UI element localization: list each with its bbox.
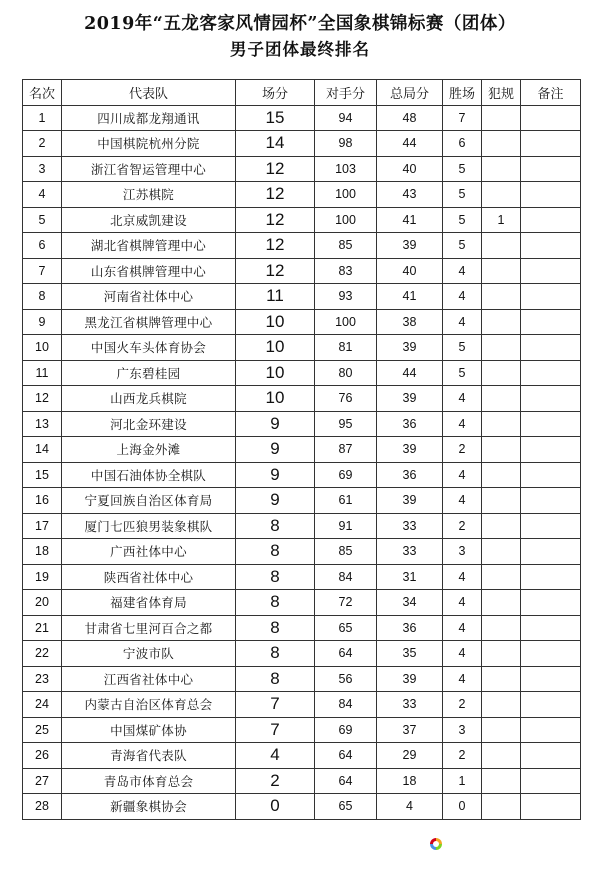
game-points-cell: 36 [377,615,443,641]
match-points-cell: 12 [236,156,315,182]
rank-cell: 26 [23,743,62,769]
match-points-cell: 9 [236,462,315,488]
team-cell: 黑龙江省棋牌管理中心 [62,309,236,335]
rank-cell: 3 [23,156,62,182]
table-row [23,743,581,769]
game-points-cell: 44 [377,360,443,386]
match-points-cell: 15 [236,105,315,131]
table-row [23,717,581,743]
opponent-points-cell: 64 [315,743,377,769]
wins-cell: 2 [443,437,482,463]
team-cell: 中国棋院杭州分院 [62,131,236,157]
rank-cell: 10 [23,335,62,361]
game-points-cell: 43 [377,182,443,208]
opponent-points-cell: 84 [315,564,377,590]
wins-cell: 5 [443,207,482,233]
table-row [23,156,581,182]
table-row [23,794,581,820]
wins-cell: 4 [443,641,482,667]
team-cell: 河南省社体中心 [62,284,236,310]
team-cell: 内蒙古自治区体育总会 [62,692,236,718]
fouls-cell [482,182,521,208]
rank-cell: 7 [23,258,62,284]
document-subtitle: 男子团体最终排名 [230,40,370,59]
rank-cell: 17 [23,513,62,539]
fouls-cell: 1 [482,207,521,233]
wins-cell: 5 [443,233,482,259]
rank-cell: 25 [23,717,62,743]
opponent-points-cell: 94 [315,105,377,131]
team-cell: 北京威凯建设 [62,207,236,233]
remarks-cell [521,105,581,131]
rank-cell: 15 [23,462,62,488]
fouls-cell [482,768,521,794]
fouls-cell [482,360,521,386]
wins-cell: 3 [443,539,482,565]
table-row [23,539,581,565]
table-row [23,488,581,514]
match-points-cell: 8 [236,666,315,692]
table-row [23,564,581,590]
game-points-cell: 39 [377,666,443,692]
team-cell: 江苏棋院 [62,182,236,208]
match-points-cell: 0 [236,794,315,820]
team-cell: 中国煤矿体协 [62,717,236,743]
rank-cell: 18 [23,539,62,565]
header-rank: 名次 [23,80,62,106]
table-header-row [23,80,581,106]
game-points-cell: 33 [377,539,443,565]
team-cell: 厦门七匹狼男装象棋队 [62,513,236,539]
wins-cell: 3 [443,717,482,743]
team-cell: 中国石油体协全棋队 [62,462,236,488]
opponent-points-cell: 64 [315,768,377,794]
fouls-cell [482,488,521,514]
watermark-logo-icon [430,838,442,850]
match-points-cell: 8 [236,641,315,667]
team-cell: 江西省社体中心 [62,666,236,692]
table-row [23,615,581,641]
opponent-points-cell: 87 [315,437,377,463]
game-points-cell: 40 [377,156,443,182]
wins-cell: 7 [443,105,482,131]
match-points-cell: 8 [236,539,315,565]
table-row [23,360,581,386]
remarks-cell [521,717,581,743]
opponent-points-cell: 98 [315,131,377,157]
opponent-points-cell: 85 [315,233,377,259]
game-points-cell: 39 [377,386,443,412]
game-points-cell: 31 [377,564,443,590]
remarks-cell [521,258,581,284]
opponent-points-cell: 100 [315,309,377,335]
team-cell: 山东省棋牌管理中心 [62,258,236,284]
match-points-cell: 12 [236,258,315,284]
match-points-cell: 12 [236,182,315,208]
team-cell: 宁波市队 [62,641,236,667]
fouls-cell [482,717,521,743]
game-points-cell: 39 [377,335,443,361]
fouls-cell [482,743,521,769]
game-points-cell: 4 [377,794,443,820]
fouls-cell [482,794,521,820]
remarks-cell [521,233,581,259]
header-opponent-points: 对手分 [315,80,377,106]
table-body [23,105,581,819]
remarks-cell [521,309,581,335]
game-points-cell: 41 [377,207,443,233]
rank-cell: 24 [23,692,62,718]
match-points-cell: 8 [236,513,315,539]
fouls-cell [482,105,521,131]
game-points-cell: 38 [377,309,443,335]
opponent-points-cell: 61 [315,488,377,514]
match-points-cell: 10 [236,360,315,386]
wins-cell: 2 [443,513,482,539]
team-cell: 广东碧桂园 [62,360,236,386]
game-points-cell: 41 [377,284,443,310]
rank-cell: 4 [23,182,62,208]
match-points-cell: 8 [236,564,315,590]
game-points-cell: 18 [377,768,443,794]
header-fouls: 犯规 [482,80,521,106]
opponent-points-cell: 76 [315,386,377,412]
fouls-cell [482,462,521,488]
match-points-cell: 2 [236,768,315,794]
document-title: 2019年“五龙客家风情园杯”全国象棋锦标赛（团体） [84,14,516,34]
table-row [23,411,581,437]
table-row [23,105,581,131]
rank-cell: 23 [23,666,62,692]
remarks-cell [521,437,581,463]
match-points-cell: 8 [236,615,315,641]
wins-cell: 4 [443,386,482,412]
game-points-cell: 33 [377,513,443,539]
remarks-cell [521,462,581,488]
wins-cell: 5 [443,156,482,182]
remarks-cell [521,411,581,437]
match-points-cell: 7 [236,717,315,743]
wins-cell: 4 [443,462,482,488]
team-cell: 福建省体育局 [62,590,236,616]
fouls-cell [482,156,521,182]
opponent-points-cell: 80 [315,360,377,386]
match-points-cell: 7 [236,692,315,718]
fouls-cell [482,539,521,565]
game-points-cell: 34 [377,590,443,616]
rank-cell: 28 [23,794,62,820]
match-points-cell: 9 [236,411,315,437]
remarks-cell [521,590,581,616]
team-cell: 四川成都龙翔通讯 [62,105,236,131]
wins-cell: 5 [443,182,482,208]
fouls-cell [482,258,521,284]
remarks-cell [521,564,581,590]
fouls-cell [482,590,521,616]
opponent-points-cell: 69 [315,462,377,488]
team-cell: 青岛市体育总会 [62,768,236,794]
remarks-cell [521,666,581,692]
match-points-cell: 9 [236,488,315,514]
fouls-cell [482,386,521,412]
game-points-cell: 37 [377,717,443,743]
opponent-points-cell: 69 [315,717,377,743]
rank-cell: 21 [23,615,62,641]
table-row [23,233,581,259]
remarks-cell [521,539,581,565]
opponent-points-cell: 85 [315,539,377,565]
fouls-cell [482,615,521,641]
match-points-cell: 10 [236,309,315,335]
opponent-points-cell: 103 [315,156,377,182]
fouls-cell [482,309,521,335]
table-row [23,335,581,361]
remarks-cell [521,386,581,412]
table-row [23,131,581,157]
header-remarks: 备注 [521,80,581,106]
team-cell: 宁夏回族自治区体育局 [62,488,236,514]
fouls-cell [482,131,521,157]
wins-cell: 4 [443,284,482,310]
table-row [23,309,581,335]
remarks-cell [521,488,581,514]
remarks-cell [521,284,581,310]
match-points-cell: 9 [236,437,315,463]
table-row [23,284,581,310]
table-row [23,462,581,488]
wins-cell: 0 [443,794,482,820]
match-points-cell: 12 [236,207,315,233]
team-cell: 青海省代表队 [62,743,236,769]
rank-cell: 16 [23,488,62,514]
opponent-points-cell: 56 [315,666,377,692]
team-cell: 上海金外滩 [62,437,236,463]
remarks-cell [521,513,581,539]
remarks-cell [521,692,581,718]
fouls-cell [482,564,521,590]
remarks-cell [521,156,581,182]
team-cell: 中国火车头体育协会 [62,335,236,361]
team-cell: 甘肃省七里河百合之都 [62,615,236,641]
wins-cell: 4 [443,564,482,590]
table-row [23,641,581,667]
table-row [23,666,581,692]
fouls-cell [482,411,521,437]
remarks-cell [521,794,581,820]
game-points-cell: 39 [377,437,443,463]
header-wins: 胜场 [443,80,482,106]
opponent-points-cell: 81 [315,335,377,361]
team-cell: 新疆象棋协会 [62,794,236,820]
table-row [23,182,581,208]
opponent-points-cell: 95 [315,411,377,437]
rank-cell: 14 [23,437,62,463]
wins-cell: 4 [443,615,482,641]
rank-cell: 2 [23,131,62,157]
table-row [23,768,581,794]
rank-cell: 11 [23,360,62,386]
game-points-cell: 29 [377,743,443,769]
team-cell: 广西社体中心 [62,539,236,565]
table-row [23,437,581,463]
wins-cell: 2 [443,743,482,769]
game-points-cell: 39 [377,488,443,514]
team-cell: 陕西省社体中心 [62,564,236,590]
wins-cell: 4 [443,258,482,284]
match-points-cell: 4 [236,743,315,769]
wins-cell: 4 [443,309,482,335]
header-match-points: 场分 [236,80,315,106]
table-row [23,207,581,233]
table-row [23,692,581,718]
team-cell: 河北金环建设 [62,411,236,437]
game-points-cell: 33 [377,692,443,718]
fouls-cell [482,233,521,259]
wins-cell: 4 [443,411,482,437]
team-cell: 湖北省棋牌管理中心 [62,233,236,259]
table-row [23,258,581,284]
fouls-cell [482,513,521,539]
opponent-points-cell: 64 [315,641,377,667]
opponent-points-cell: 91 [315,513,377,539]
team-cell: 浙江省智运管理中心 [62,156,236,182]
wins-cell: 2 [443,692,482,718]
match-points-cell: 10 [236,335,315,361]
wins-cell: 4 [443,666,482,692]
opponent-points-cell: 83 [315,258,377,284]
wins-cell: 6 [443,131,482,157]
opponent-points-cell: 100 [315,207,377,233]
wins-cell: 5 [443,360,482,386]
opponent-points-cell: 72 [315,590,377,616]
fouls-cell [482,335,521,361]
match-points-cell: 8 [236,590,315,616]
game-points-cell: 36 [377,462,443,488]
game-points-cell: 36 [377,411,443,437]
rank-cell: 27 [23,768,62,794]
game-points-cell: 35 [377,641,443,667]
rank-cell: 19 [23,564,62,590]
match-points-cell: 11 [236,284,315,310]
rank-cell: 5 [23,207,62,233]
opponent-points-cell: 93 [315,284,377,310]
game-points-cell: 39 [377,233,443,259]
remarks-cell [521,768,581,794]
team-cell: 山西龙兵棋院 [62,386,236,412]
table-row [23,386,581,412]
opponent-points-cell: 100 [315,182,377,208]
remarks-cell [521,182,581,208]
fouls-cell [482,641,521,667]
rank-cell: 9 [23,309,62,335]
remarks-cell [521,743,581,769]
ranking-table [22,79,581,820]
match-points-cell: 14 [236,131,315,157]
match-points-cell: 12 [236,233,315,259]
rank-cell: 1 [23,105,62,131]
opponent-points-cell: 84 [315,692,377,718]
rank-cell: 22 [23,641,62,667]
remarks-cell [521,335,581,361]
rank-cell: 20 [23,590,62,616]
opponent-points-cell: 65 [315,794,377,820]
wins-cell: 4 [443,488,482,514]
remarks-cell [521,615,581,641]
opponent-points-cell: 65 [315,615,377,641]
header-game-points: 总局分 [377,80,443,106]
remarks-cell [521,360,581,386]
rank-cell: 6 [23,233,62,259]
table-row [23,590,581,616]
wins-cell: 5 [443,335,482,361]
header-team: 代表队 [62,80,236,106]
game-points-cell: 40 [377,258,443,284]
wins-cell: 4 [443,590,482,616]
game-points-cell: 44 [377,131,443,157]
game-points-cell: 48 [377,105,443,131]
rank-cell: 13 [23,411,62,437]
rank-cell: 8 [23,284,62,310]
fouls-cell [482,437,521,463]
match-points-cell: 10 [236,386,315,412]
fouls-cell [482,666,521,692]
fouls-cell [482,284,521,310]
remarks-cell [521,641,581,667]
remarks-cell [521,207,581,233]
table-row [23,513,581,539]
rank-cell: 12 [23,386,62,412]
remarks-cell [521,131,581,157]
fouls-cell [482,692,521,718]
wins-cell: 1 [443,768,482,794]
